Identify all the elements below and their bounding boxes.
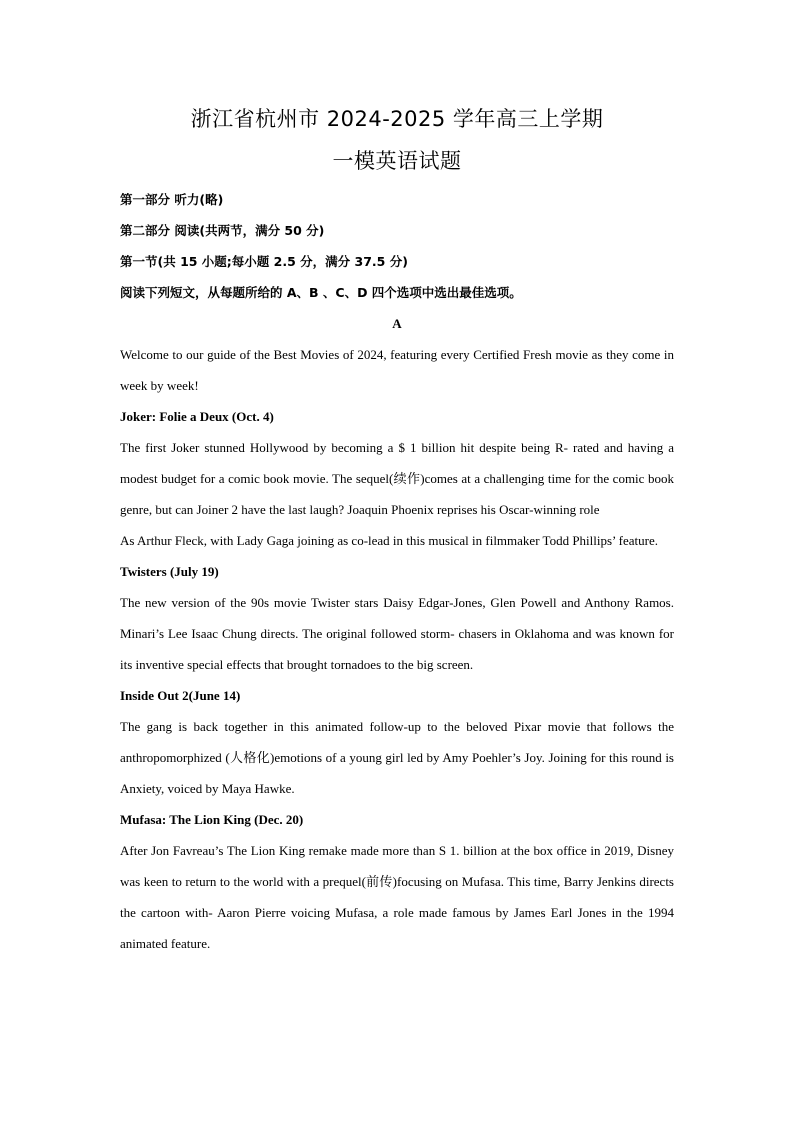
movie-title-joker: Joker: Folie a Deux (Oct. 4)	[120, 409, 274, 424]
movie-paragraph-twisters: The new version of the 90s movie Twister stars Daisy Edgar-Jones, Glen Powell and Anthony Ramos. Minari’s Lee Isaac Chung directs. The original followed storm- chasers in Oklahoma and was known for its inventive special effects that brought tornadoes to the big screen.	[120, 595, 674, 672]
movie-paragraph-joker-2: As Arthur Fleck, with Lady Gaga joining as co-lead in this musical in filmmaker Todd Phillips’ feature.	[120, 533, 659, 548]
movie-title-twisters: Twisters (July 19)	[120, 564, 219, 579]
part2-heading: 第二部分 阅读(共两节，满分 50 分)	[120, 223, 325, 238]
movie-paragraph-inside-out-2: The gang is back together in this animated follow-up to the beloved Pixar movie that follows the anthropomorphized (人格化)emotions of a young girl led by Amy Poehler’s Joy. Joining for this round is Anxiety, voiced by Maya Hawke.	[120, 719, 674, 796]
section1-heading: 第一节(共 15 小题;每小题 2.5 分，满分 37.5 分)	[120, 254, 408, 269]
movie-title-mufasa: Mufasa: The Lion King (Dec. 20)	[120, 812, 304, 827]
movie-paragraph-joker-1: The first Joker stunned Hollywood by becoming a $ 1 billion hit despite being R- rated and having a modest budget for a comic book movie. The sequel(续作)comes at a challenging time for the comic book genre, but can Joiner 2 have the last laugh? Joaquin Phoenix reprises his Oscar-winning role	[120, 440, 674, 517]
document-body	[120, 184, 674, 959]
part1-heading: 第一部分 听力(略)	[120, 192, 224, 207]
passage-label: A	[392, 316, 402, 331]
movie-paragraph-mufasa: After Jon Favreau’s The Lion King remake made more than S 1. billion at the box office in 2019, Disney was keen to return to the world with a prequel(前传)focusing on Mufasa. This time, Barry Jenkins directs the cartoon with- Aaron Pierre voicing Mufasa, a role made famous by James Earl Jones in the 1994 animated feature.	[120, 843, 674, 951]
reading-instruction: 阅读下列短文，从每题所给的 A、B 、C、D 四个选项中选出最佳选项。	[120, 285, 522, 300]
passage-intro: Welcome to our guide of the Best Movies of 2024, featuring every Certified Fresh movie as they come in week by week!	[120, 347, 674, 393]
movie-title-inside-out-2: Inside Out 2(June 14)	[120, 688, 241, 703]
page-title: 浙江省杭州市 2024-2025 学年高三上学期	[190, 107, 604, 131]
page-subtitle: 一模英语试题	[332, 149, 462, 173]
